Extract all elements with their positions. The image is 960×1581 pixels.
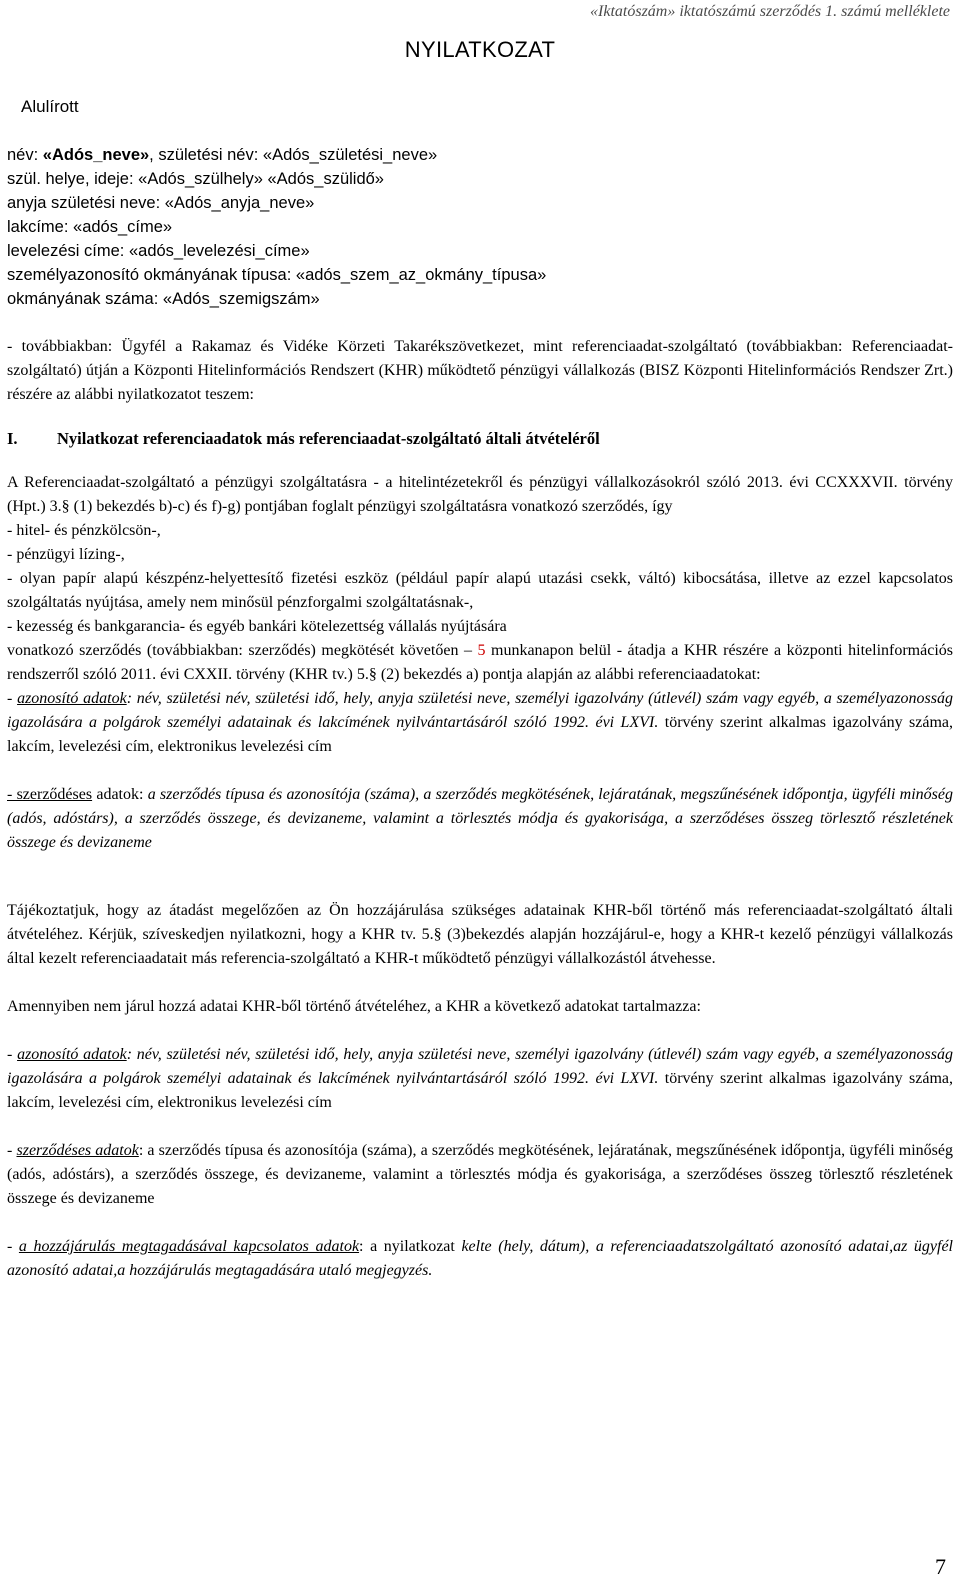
- field-name: név: «Adós_neve», születési név: «Adós_születési_neve»: [7, 146, 438, 164]
- field-mailing-address: levelezési címe: «adós_levelezési_címe»: [7, 242, 310, 260]
- days-count: 5: [477, 642, 486, 659]
- field-id-number: okmányának száma: «Adós_szemigszám»: [7, 290, 320, 308]
- field-id-type: személyazonosító okmányának típusa: «adós_szem_az_okmány_típusa»: [7, 266, 547, 284]
- item-identification-data: - azonosító adatok: név, születési név, születési idő, hely, anyja születési neve, személyi igazolvány (útlevél) szám vagy egyéb, a személyazonosság igazolására a polgárok személyi adatainak és lakcímének nyilvántartásáról szóló 1992. évi LXVI. törvény szerint alkalmas igazolvány száma, lakcím, levelezési cím, elektronikus levelezési cím: [7, 690, 954, 755]
- document-body: [7, 143, 953, 1283]
- list-item: - olyan papír alapú készpénz-helyettesítő fizetési eszköz (például papír alapú utazási csekk, váltó) kibocsátása, illetve az ezzel kapcsolatos szolgáltatás nyújtása, amely nem minősül pénzforgalmi szolgáltatásnak-,: [7, 570, 953, 611]
- item-contract-data-2: - szerződéses adatok: a szerződés típusa és azonosítója (száma), a szerződés megkötésének, lejáratának, megszűnésének időpontja, ügyféli minőség (adós, adóstárs), a szerződés összege, és devizaneme, valamint a törlesztés módja és gyakorisága, a szerződéses összeg törlesztő részletének összege és devizaneme: [7, 1142, 954, 1207]
- paragraph-information: Tájékoztatjuk, hogy az átadást megelőzően az Ön hozzájárulása szükséges adatainak KHR-ből történő más referenciaadat-szolgáltató általi átvételéhez. Kérjük, szíveskedjen nyilatkozni, hogy a KHR tv. 5.§ (3)bekezdés alapján hozzájárul-e, hogy a KHR-t kezelő pénzügyi vállalkozás által kezelt referenciaadatait más referencia-szolgáltató a KHR-t működtető pénzügyi vállalkozástól átvehesse.: [7, 902, 953, 967]
- field-mother-name: anyja születési neve: «Adós_anyja_neve»: [7, 194, 315, 212]
- field-address: lakcíme: «adós_címe»: [7, 218, 173, 236]
- item-identification-data-2: - azonosító adatok: név, születési név, születési idő, hely, anyja születési neve, személyi igazolvány (útlevél) szám vagy egyéb, a személyazonosság igazolására a polgárok személyi adatainak és lakcímének nyilvántartásáról szóló 1992. évi LXVI. törvény szerint alkalmas igazolvány száma, lakcím, levelezési cím, elektronikus levelezési cím: [7, 1046, 954, 1111]
- paragraph-transfer: vonatkozó szerződés (továbbiakban: szerződés) megkötését követően – 5 munkanapon belül - átadja a KHR részére a központi hitelinformációs rendszerről szóló 2011. évi CXXII. törvény (KHR tv.) 5.§ (2) bekezdés a) pontja alapján az alábbi referenciaadatokat:: [7, 642, 953, 683]
- paragraph-referenceprovider: A Referenciaadat-szolgáltató a pénzügyi szolgáltatásra - a hitelintézetekről és pénzügyi vállalkozásokról szóló 2013. évi CCXXXVII. törvény (Hpt.) 3.§ (1) bekezdés b)-c) és f)-g) pontjában foglalt pénzügyi szolgáltatásra vonatkozó szerződés, így: [7, 474, 953, 515]
- field-birth: szül. helye, ideje: «Adós_szülhely» «Adós_szülidő»: [7, 170, 384, 188]
- list-item: - pénzügyi lízing-,: [7, 546, 125, 563]
- document-title: NYILATKOZAT: [404, 37, 556, 62]
- intro-paragraph: - továbbiakban: Ügyfél a Rakamaz és Vidéke Körzeti Takarékszövetkezet, mint referenciaadat-szolgáltató (továbbiakban: Referenciaadat-szolgáltató) útján a Központi Hitelinformációs Rendszert (KHR) működtető pénzügyi vállalkozás (BISZ Központi Hitelinformációs Rendszer Zrt.) részére az alábbi nyilatkozatot teszem:: [7, 338, 953, 403]
- paragraph-refusal-intro: Amennyiben nem járul hozzá adatai KHR-ből történő átvételéhez, a KHR a következő adatokat tartalmazza:: [7, 998, 701, 1015]
- item-contract-data: - szerződéses adatok: a szerződés típusa és azonosítója (száma), a szerződés megkötésének, lejáratának, megszűnésének időpontja, ügyféli minőség (adós, adóstárs), a szerződés összege, és devizaneme, valamint a törlesztés módja és gyakorisága, a szerződéses összeg törlesztő részletének összege és devizaneme: [7, 786, 954, 851]
- annex-reference: «Iktatószám» iktatószámú szerződés 1. számú melléklete: [590, 3, 950, 20]
- section-heading: I. Nyilatkozat referenciaadatok más referenciaadat-szolgáltató általi átvételéről: [7, 429, 600, 448]
- item-refusal-data: - a hozzájárulás megtagadásával kapcsolatos adatok: a nyilatkozat kelte (hely, dátum), a referenciaadatszolgáltató azonosító adatai,az ügyfél azonosító adatai,a hozzájárulás megtagadására utaló megjegyzés.: [7, 1238, 953, 1279]
- undersigned-label: Alulírott: [21, 97, 79, 116]
- page-number: 7: [935, 1554, 946, 1579]
- list-item: - hitel- és pénzkölcsön-,: [7, 522, 161, 539]
- list-item: - kezesség és bankgarancia- és egyéb bankári kötelezettség vállalás nyújtására: [7, 618, 507, 635]
- personal-fields: [7, 143, 953, 311]
